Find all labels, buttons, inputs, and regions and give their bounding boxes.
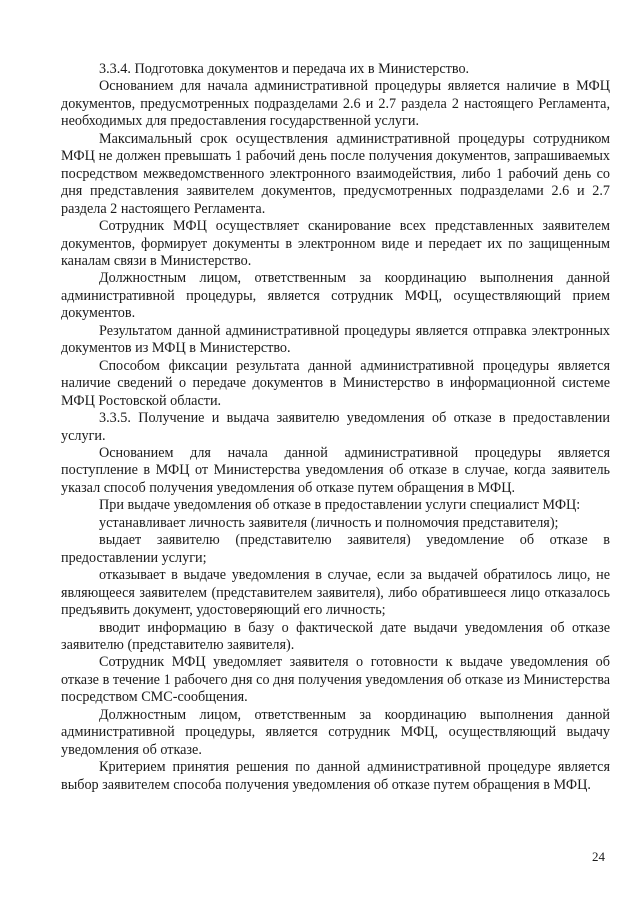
list-item: отказывает в выдаче уведомления в случае, если за выдачей обратилось лицо, не являющееся заявителем (представителем заявителя), либо обратившееся лицо отказалось предъявить документ, удостоверяющий его личность; [61,567,610,619]
paragraph: Должностным лицом, ответственным за координацию выполнения данной административной процедуры, является сотрудник МФЦ, осуществляющий прием документов. [61,270,610,322]
list-item: выдает заявителю (представителю заявителя) уведомление об отказе в предоставлении услуги; [61,532,610,566]
paragraph: Сотрудник МФЦ уведомляет заявителя о готовности к выдаче уведомления об отказе в течение 1 рабочего дня со дня получения уведомления об отказе из Министерства посредством СМС-сообщения. [61,654,610,706]
paragraph: Способом фиксации результата данной административной процедуры является наличие сведений о передаче документов в Министерство в информационной системе МФЦ Ростовской области. [61,357,610,409]
paragraph: Сотрудник МФЦ осуществляет сканирование всех представленных заявителем документов, формирует документы в электронном виде и передает их по защищенным каналам связи в Министерство. [61,218,610,269]
section-heading-3-3-4: 3.3.4. Подготовка документов и передача их в Министерство. [99,61,470,77]
paragraph: Максимальный срок осуществления административной процедуры сотрудником МФЦ не должен превышать 1 рабочий день после получения документов, запрашиваемых посредством межведомственного электронного взаимодействия, либо 1 рабочий день со дня представления заявителем документов, предусмотренных подразделами 2.6 и 2.7 раздела 2 настоящего Регламента. [61,130,610,217]
paragraph: Основанием для начала данной административной процедуры является поступление в МФЦ от Министерства уведомления об отказе в случае, когда заявитель указал способ получения уведомления об отказе путем обращения в МФЦ. [61,444,610,496]
list-item: вводит информацию в базу о фактической дате выдачи уведомления об отказе заявителю (представителю заявителя). [61,619,610,653]
section-heading-3-3-5: 3.3.5. Получение и выдача заявителю уведомления об отказе в предоставлении услуги. [61,410,610,444]
paragraph: Основанием для начала административной процедуры является наличие в МФЦ документов, предусмотренных подразделами 2.6 и 2.7 раздела 2 настоящего Регламента, необходимых для предоставления государственной услуги. [61,78,610,130]
paragraph: Критерием принятия решения по данной административной процедуре является выбор заявителем способа получения уведомления об отказе путем обращения в МФЦ. [61,759,610,793]
paragraph: Должностным лицом, ответственным за координацию выполнения данной административной процедуры, является сотрудник МФЦ, осуществляющий выдачу уведомления об отказе. [61,706,610,758]
paragraph: При выдаче уведомления об отказе в предоставлении услуги специалист МФЦ: [99,497,581,514]
paragraph: Результатом данной административной процедуры является отправка электронных документов из МФЦ в Министерство. [61,322,610,357]
page-number: 24 [592,849,605,864]
list-item: устанавливает личность заявителя (личность и полномочия представителя); [99,514,559,531]
document-body [61,61,610,794]
